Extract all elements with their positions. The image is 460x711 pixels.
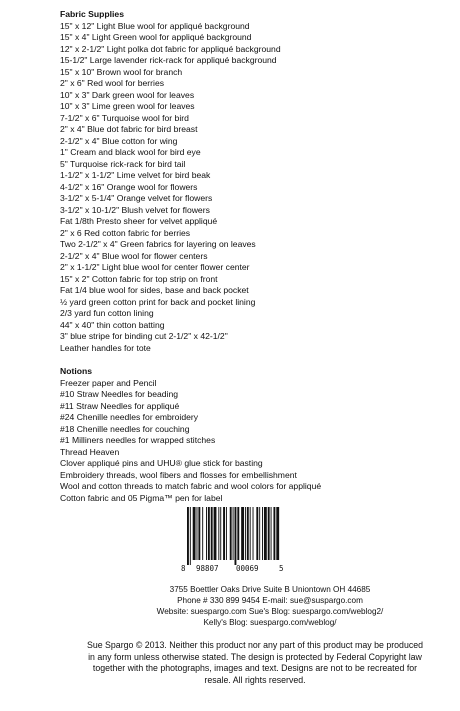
list-item: Clover appliqué pins and UHU® glue stick for basting [60, 458, 263, 468]
list-item: 15" x 12" Light Blue wool for appliqué background [60, 20, 250, 31]
list-item: Cotton fabric and 05 Pigma™ pen for label [60, 492, 223, 503]
barcode-bar [197, 507, 198, 560]
list-item: Freezer paper and Pencil [60, 377, 157, 388]
barcode-bar [264, 507, 267, 560]
list-item: Two 2-1/2" x 4" Green fabrics for layering on leaves [60, 239, 256, 249]
barcode-bar [271, 507, 272, 560]
barcode-bar [268, 507, 270, 560]
barcode-right-group: 00069 [236, 564, 259, 573]
list-item: 2" x 4" Blue dot fabric for bird breast [60, 124, 198, 134]
list-item: Fat 1/8th Presto sheer for velvet appliqué [60, 216, 218, 226]
barcode-bar [193, 507, 196, 560]
list-item: 15-1/2" Large lavender rick-rack for appliqué background [60, 55, 277, 65]
list-item: 1-1/2" x 1-1/2" Lime velvet for bird beak [60, 170, 211, 180]
copyright-line: Sue Spargo © 2013. Neither this product nor any part of this product may be produced [86, 640, 424, 650]
barcode-bar [273, 507, 275, 560]
barcode-digits [181, 564, 283, 574]
copyright-line: in any form unless otherwise stated. The design is protected by Federal Copyright law [88, 651, 422, 662]
barcode-bar [208, 507, 210, 560]
list-item: 4-1/2" x 16" Orange wool for flowers [60, 181, 198, 192]
supplies-column [60, 9, 450, 504]
barcode-bar [190, 507, 191, 565]
section-spacer [60, 354, 450, 366]
list-item: Wool and cotton threads to match fabric and wool colors for appliqué [60, 481, 322, 491]
list-item: 3-1/2" x 5-1/4" Orange velvet for flowers [60, 193, 213, 203]
blog-line: Kelly's Blog: suespargo.com/weblog/ [203, 618, 337, 627]
barcode-bar [259, 507, 260, 560]
list-item: #10 Straw Needles for beading [60, 389, 179, 399]
barcode-bar [223, 507, 225, 560]
notions-heading: Notions [60, 366, 92, 376]
list-item: #18 Chenille needles for couching [60, 423, 190, 434]
list-item: 2-1/2" x 4" Blue cotton for wing [60, 135, 178, 146]
barcode-left-group: 98807 [196, 564, 219, 573]
list-item: 15" x 2" Cotton fabric for top strip on front [60, 273, 218, 284]
barcode [181, 507, 283, 573]
barcode-bar [233, 507, 234, 560]
list-item: 2-1/2" x 4" Blue wool for flower centers [60, 250, 208, 261]
barcode-bar [220, 507, 221, 560]
contact-address-block [145, 584, 395, 628]
list-item: 2" x 6" Red wool for berries [60, 78, 165, 88]
list-item: Leather handles for tote [60, 342, 151, 353]
barcode-last-digit: 5 [279, 564, 284, 573]
barcode-bar [202, 507, 203, 560]
barcode-bar [253, 507, 254, 560]
barcode-bars [181, 507, 283, 565]
barcode-bar [245, 507, 246, 560]
barcode-first-digit: 8 [181, 564, 186, 573]
list-item: #24 Chenille needles for embroidery [60, 412, 199, 422]
barcode-bar [187, 507, 189, 565]
list-item: #1 Milliners needles for wrapped stitches [60, 435, 216, 445]
list-item: 1" Cream and black wool for bird eye [60, 147, 201, 157]
list-item: Embroidery threads, wool fibers and flosses for embellishment [60, 469, 297, 480]
fabric-supplies-list [60, 21, 450, 355]
list-item: 7-1/2" x 6" Turquoise wool for bird [60, 112, 189, 123]
barcode-bar [262, 507, 263, 560]
list-item: 2" x 6 Red cotton fabric for berries [60, 227, 191, 238]
list-item: 3" blue stripe for binding cut 2-1/2" x 42-1/2" [60, 331, 228, 341]
list-item: 15" x 4" Light Green wool for appliqué background [60, 32, 252, 42]
list-item: 12" x 2-1/2" Light polka dot fabric for appliqué background [60, 43, 281, 54]
copyright-line: resale. All rights reserved. [204, 674, 306, 685]
list-item: ½ yard green cotton print for back and pocket lining [60, 296, 256, 307]
list-item: 10" x 3" Dark green wool for leaves [60, 89, 195, 100]
barcode-bar [256, 507, 258, 560]
list-item: 10" x 3" Lime green wool for leaves [60, 101, 195, 111]
address-line: 3755 Boettler Oaks Drive Suite B Uniontown OH 44685 [169, 585, 371, 594]
list-item: 5" Turquoise rick-rack for bird tail [60, 158, 186, 169]
barcode-bar [198, 507, 200, 560]
list-item: Fat 1/4 blue wool for sides, base and back pocket [60, 285, 249, 295]
barcode-bar [237, 507, 239, 560]
barcode-bar [276, 507, 279, 560]
list-item: 3-1/2" x 10-1/2" Blush velvet for flowers [60, 204, 210, 215]
barcode-bar [218, 507, 219, 560]
list-item: 44" x 40" thin cotton batting [60, 319, 165, 330]
barcode-bar [211, 507, 213, 560]
phone-email-line: Phone # 330 899 9454 E-mail: sue@suspargo.com [177, 596, 363, 605]
list-item: #11 Straw Needles for appliqué [60, 400, 180, 411]
copyright-notice [60, 640, 450, 686]
barcode-bar [206, 507, 207, 560]
list-item: 2" x 1-1/2" Light blue wool for center flower center [60, 262, 250, 272]
barcode-bar [226, 507, 227, 560]
list-item: Thread Heaven [60, 446, 120, 457]
notions-list [60, 378, 450, 505]
barcode-bar [250, 507, 251, 560]
list-item: 15" x 10" Brown wool for branch [60, 66, 183, 77]
website-line: Website: suespargo.com Sue's Blog: suespargo.com/weblog2/ [156, 607, 384, 616]
barcode-bar [247, 507, 249, 560]
barcode-bar [235, 507, 237, 565]
barcode-bar [230, 507, 232, 560]
barcode-bar [241, 507, 244, 560]
copyright-line: together with the photographs, images and text. Designs are not to be recreated for [92, 663, 418, 673]
barcode-bar [214, 507, 217, 560]
fabric-supplies-heading: Fabric Supplies [60, 9, 124, 19]
list-item: 2/3 yard fun cotton lining [60, 308, 154, 318]
